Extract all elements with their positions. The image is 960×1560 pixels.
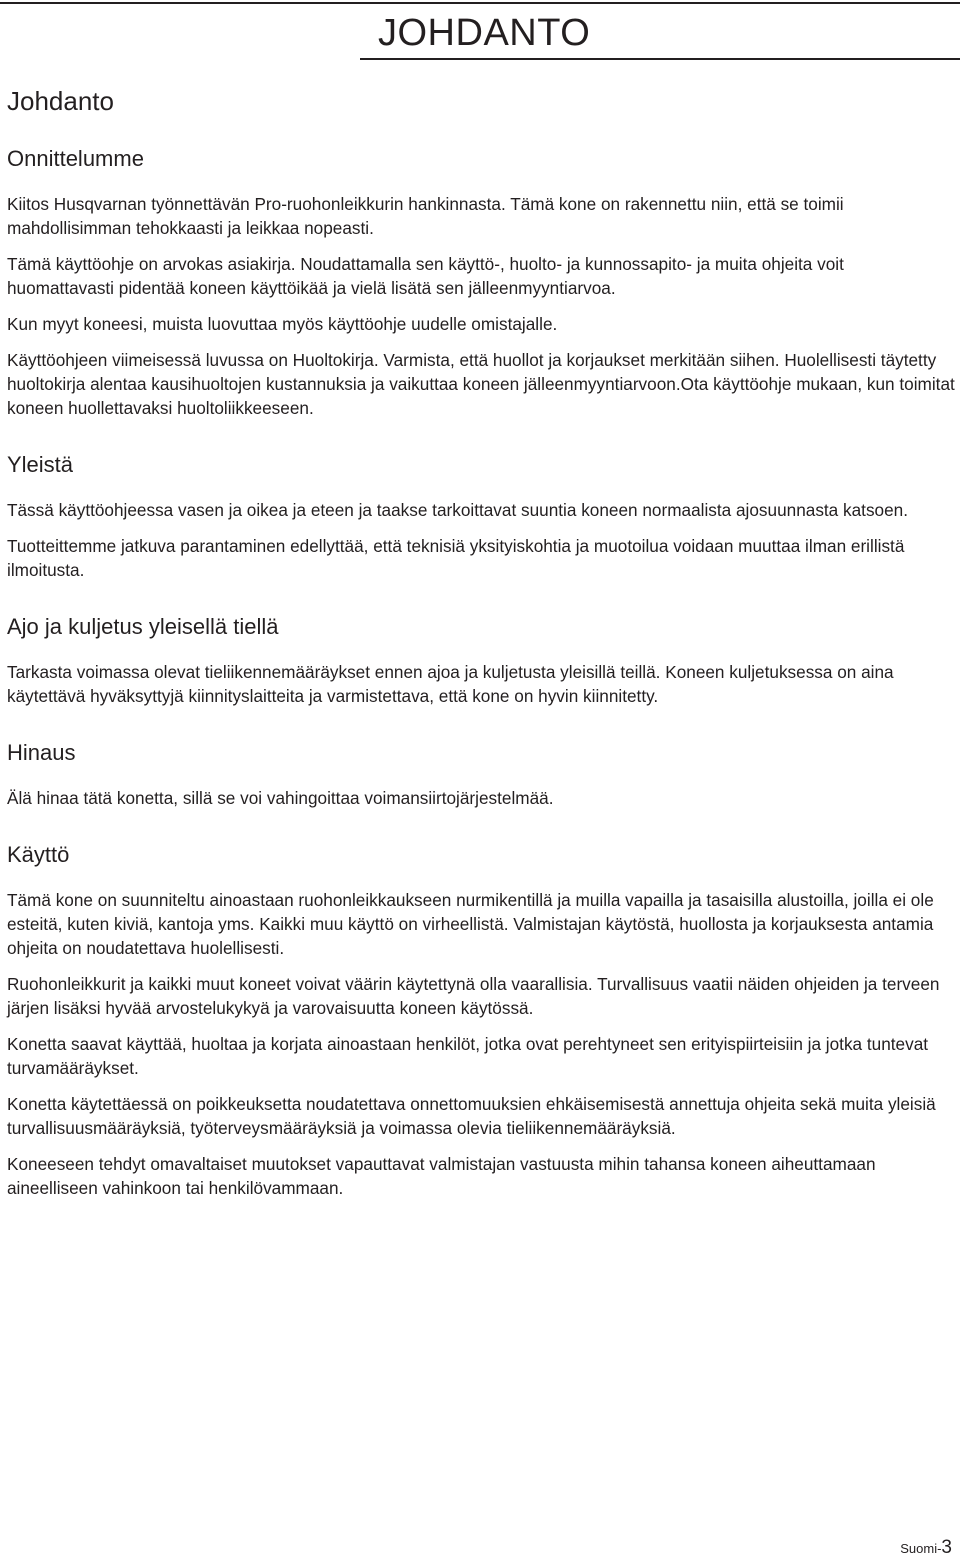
paragraph: Tämä käyttöohje on arvokas asiakirja. Noudattamalla sen käyttö-, huolto- ja kunnossapito- ja muita ohjeita voit huomattavasti pidentää koneen käyttöikää ja vielä lisätä sen jälleenmyyntiarvoa. xyxy=(7,254,844,298)
section-title: Johdanto xyxy=(7,86,114,116)
page-content xyxy=(7,82,955,1200)
subsection-heading: Ajo ja kuljetus yleisellä tiellä xyxy=(7,614,279,639)
subsection-heading: Onnittelumme xyxy=(7,146,144,171)
paragraph: Ruohonleikkurit ja kaikki muut koneet voivat väärin käytettynä olla vaarallisia. Turvallisuus vaatii näiden ohjeiden ja terveen järjen lisäksi hyvää arvostelukykyä ja varovaisuutta koneen käytössä. xyxy=(7,974,940,1018)
subsection-heading: Hinaus xyxy=(7,740,76,765)
footer-language: Suomi- xyxy=(900,1541,942,1556)
paragraph: Tuotteittemme jatkuva parantaminen edellyttää, että teknisiä yksityiskohtia ja muotoilua voidaan muuttaa ilman erillistä ilmoitusta. xyxy=(7,536,905,580)
header-title: JOHDANTO xyxy=(378,12,591,54)
paragraph: Tässä käyttöohjeessa vasen ja oikea ja eteen ja taakse tarkoittavat suuntia koneen normaalista ajosuunnasta katsoen. xyxy=(7,500,908,520)
subsection-heading: Käyttö xyxy=(7,842,70,867)
header-rule xyxy=(360,58,960,60)
paragraph: Tämä kone on suunniteltu ainoastaan ruohonleikkaukseen nurmikentillä ja muilla vapailla ja tasaisilla alustoilla, joilla ei ole esteitä, kuten kiviä, kantoja yms. Kaikki muu käyttö on virheellistä. Valmistajan käytöstä, huollosta ja korjauksesta antamia ohjeita on noudatettava huolellisesti. xyxy=(7,890,934,958)
paragraph: Koneeseen tehdyt omavaltaiset muutokset vapauttavat valmistajan vastuusta mihin tahansa koneen aiheuttamaan aineelliseen vahinkoon tai henkilövammaan. xyxy=(7,1154,876,1198)
subsection-heading: Yleistä xyxy=(7,452,74,477)
paragraph: Konetta saavat käyttää, huoltaa ja korjata ainoastaan henkilöt, jotka ovat perehtyneet sen erityispiirteisiin ja jotka tuntevat turvamääräykset. xyxy=(7,1034,929,1078)
paragraph: Konetta käytettäessä on poikkeuksetta noudatettava onnettomuuksien ehkäisemisestä annettuja ohjeita sekä muita yleisiä turvallisuusmääräyksiä, työterveysmääräyksiä ja voimassa olevia tieliikennemääräyksiä. xyxy=(7,1094,936,1138)
paragraph: Älä hinaa tätä konetta, sillä se voi vahingoittaa voimansiirtojärjestelmää. xyxy=(7,788,554,808)
paragraph: Kiitos Husqvarnan työnnettävän Pro-ruohonleikkurin hankinnasta. Tämä kone on rakennettu niin, että se toimii mahdollisimman tehokkaasti ja leikkaa nopeasti. xyxy=(7,194,844,238)
paragraph: Tarkasta voimassa olevat tieliikennemääräykset ennen ajoa ja kuljetusta yleisillä teillä. Koneen kuljetuksessa on aina käytettävä hyväksyttyjä kiinnityslaitteita ja varmistettava, että kone on hyvin kiinnitetty. xyxy=(7,662,894,706)
page-number: 3 xyxy=(941,1537,952,1558)
paragraph: Kun myyt koneesi, muista luovuttaa myös käyttöohje uudelle omistajalle. xyxy=(7,314,558,334)
paragraph: Käyttöohjeen viimeisessä luvussa on Huoltokirja. Varmista, että huollot ja korjaukset merkitään siihen. Huolellisesti täytetty huoltokirja alentaa kausihuoltojen kustannuksia ja vaikuttaa koneen jälleenmyyntiarvoon.Ota käyttöohje mukaan, kun toimitat koneen huollettavaksi huoltoliikkeeseen. xyxy=(7,350,955,418)
page-footer xyxy=(900,1538,952,1559)
top-rule xyxy=(0,2,960,4)
